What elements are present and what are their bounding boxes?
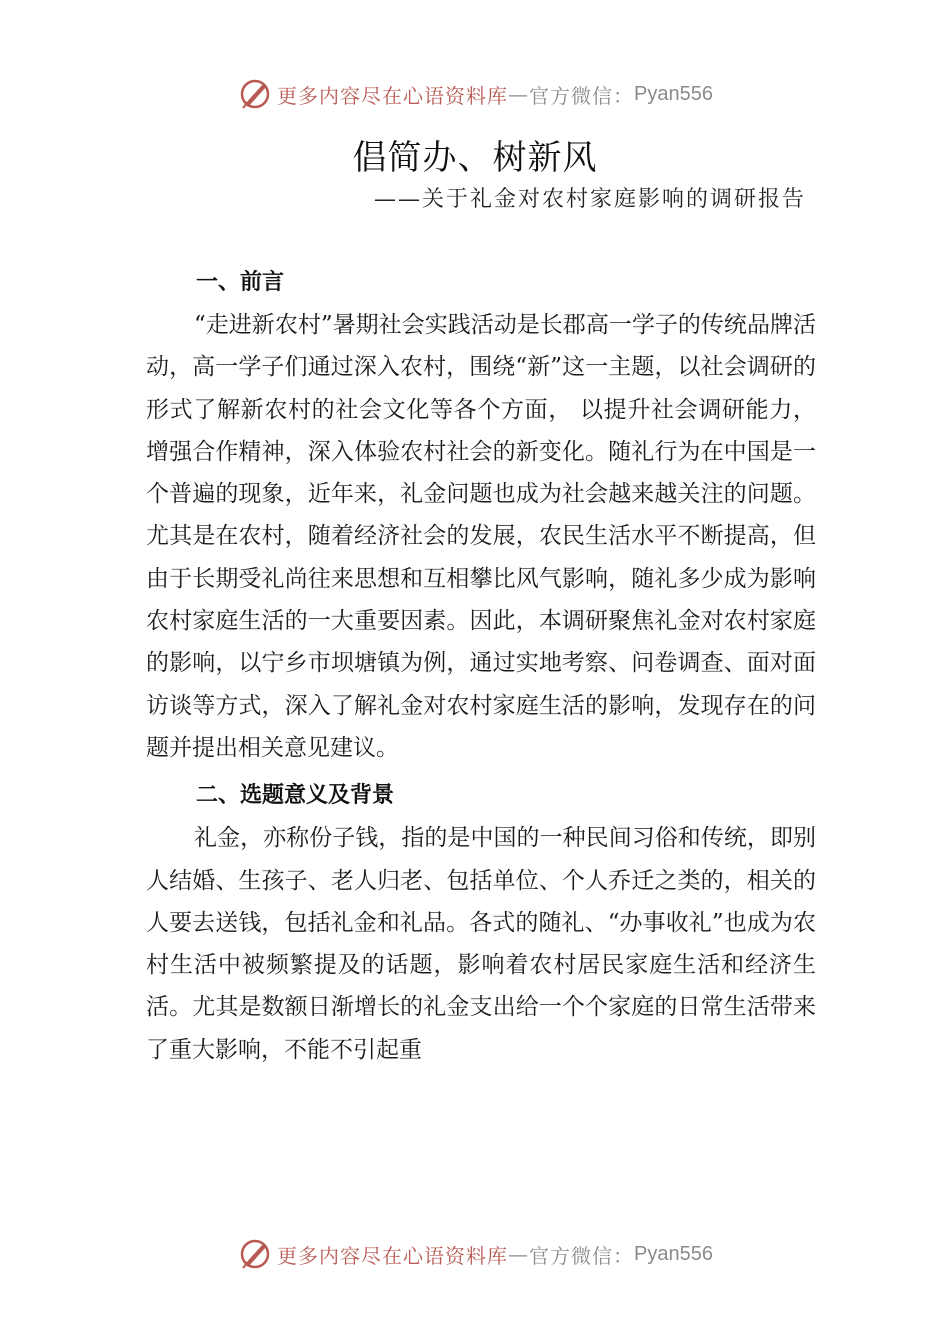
section-heading-background: 二、选题意义及背景 bbox=[196, 783, 395, 809]
section-heading-preface: 一、前言 bbox=[196, 270, 285, 295]
watermark-footer bbox=[0, 1234, 950, 1274]
section-paragraph-background: 礼金，亦称份子钱，指的是中国的一种民间习俗和传统，即别人结婚、生孩子、老人归老、包括单位、个人乔迁之类的，相关的人要去送钱，包括礼金和礼品。各式的随礼、“办事收礼”也成为农村生活中被频繁提及的话题，影响着农村居民家庭生活和经济生活。尤其是数额日渐增长的礼金支出给一个个家庭的日常生活带来了重大影响，不能不引起重 bbox=[146, 825, 816, 1063]
watermark-sub-text: 官方微信： bbox=[529, 83, 635, 108]
document-subtitle: ——关于礼金对农村家庭影响的调研报告 bbox=[373, 187, 806, 212]
watermark-sub-text: 官方微信： bbox=[529, 1243, 635, 1268]
section-paragraph-preface: “走进新农村”暑期社会实践活动是长郡高一学子的传统品牌活动，高一学子们通过深入农村，围绕“新”这一主题，以社会调研的形式了解新农村的社会文化等各个方面， 以提升社会调研能力，增强合作精神，深入体验农村社会的新变化。随礼行为在中国是一个普遍的现象，近年来，礼金问题也成为社会越来越关注的问题。尤其是在农村，随着经济社会的发展，农民生活水平不断提高，但由于长期受礼尚往来思想和互相攀比风气影响，随礼多少成为影响农村家庭生活的一大重要因素。因此，本调研聚焦礼金对农村家庭的影响，以宁乡市坝塘镇为例，通过实地考察、问卷调查、面对面访谈等方式，深入了解礼金对农村家庭生活的影响，发现存在的问题并提出相关意见建议。 bbox=[146, 312, 816, 761]
watermark-main-text: 更多内容尽在心语资料库 bbox=[277, 83, 509, 108]
document-title: 倡简办、树新风 bbox=[352, 138, 598, 178]
watermark-wechat-id: Pyan556 bbox=[634, 82, 713, 105]
pen-logo-icon bbox=[237, 76, 273, 112]
watermark-wechat-id: Pyan556 bbox=[634, 1242, 713, 1265]
watermark-dash: — bbox=[508, 1242, 530, 1266]
pen-logo-icon bbox=[237, 1236, 273, 1272]
watermark-header bbox=[0, 74, 950, 114]
watermark-dash: — bbox=[508, 82, 530, 106]
watermark-main-text: 更多内容尽在心语资料库 bbox=[277, 1243, 509, 1268]
document-body bbox=[146, 262, 816, 1071]
